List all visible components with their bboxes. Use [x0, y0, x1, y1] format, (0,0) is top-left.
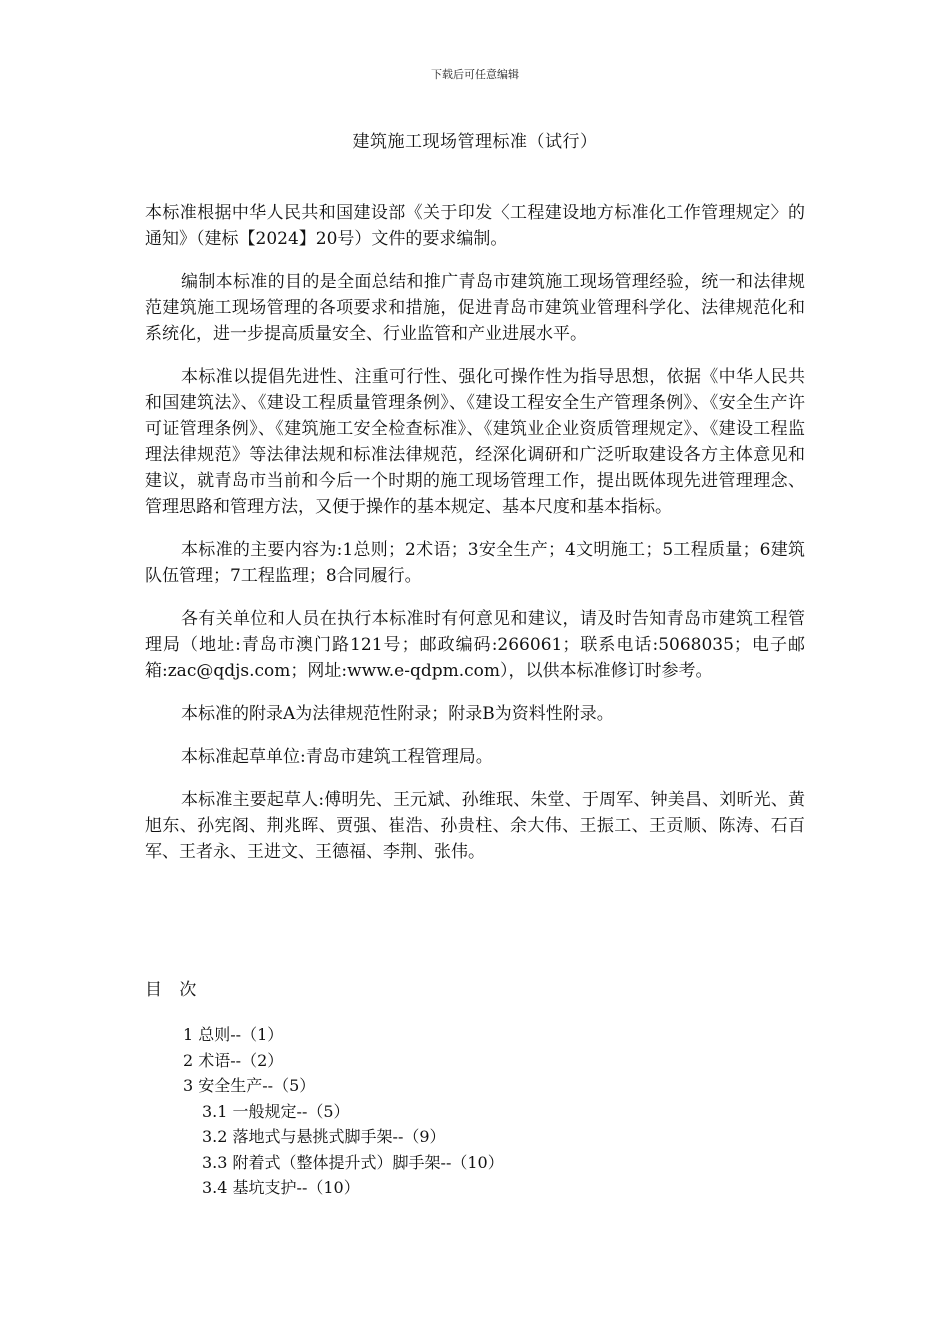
toc-item[interactable]: 1 总则--（1）	[183, 1025, 284, 1044]
download-note: 下载后可任意编辑	[431, 68, 519, 81]
toc-subitem[interactable]: 3.1 一般规定--（5）	[202, 1101, 350, 1121]
paragraph-appendix: 本标准的附录A为法律规范性附录；附录B为资料性附录。	[181, 704, 614, 724]
paragraph-guidance: 本标准以提倡先进性、注重可行性、强化可操作性为指导思想，依据《中华人民共和国建筑法》、《建设工程质量管理条例》、《建设工程安全生产管理条例》、《安全生产许可证管理条例》、《建筑施工安全检查标准》、《建筑业企业资质管理规定》、《建设工程监理法律规范》等法律法规和标准法律规范，经深化调研和广泛听取建设各方主体意见和建议，就青岛市当前和今后一个时期的施工现场管理工作，提出既体现先进管理理念、管理思路和管理方法，又便于操作的基本规定、基本尺度和基本指标。	[145, 367, 805, 517]
document-title: 建筑施工现场管理标准（试行）	[352, 132, 598, 152]
toc-item[interactable]: 3 安全生产--（5）	[183, 1076, 316, 1095]
toc-subitem[interactable]: 3.3 附着式（整体提升式）脚手架--（10）	[202, 1152, 504, 1172]
toc-subitem[interactable]: 3.4 基坑支护--（10）	[202, 1178, 360, 1197]
table-of-contents	[183, 1022, 783, 1201]
toc-item[interactable]: 2 术语--（2）	[183, 1050, 284, 1070]
paragraph-contents: 本标准的主要内容为:1总则；2术语；3安全生产；4文明施工；5工程质量；6建筑队伍管理；7工程监理；8合同履行。	[145, 540, 805, 586]
paragraph-drafting-unit: 本标准起草单位:青岛市建筑工程管理局。	[181, 747, 493, 767]
document-body	[145, 200, 805, 882]
paragraph-basis: 本标准根据中华人民共和国建设部《关于印发〈工程建设地方标准化工作管理规定〉的通知》（建标【2024】20号）文件的要求编制。	[145, 203, 805, 249]
toc-subitem[interactable]: 3.2 落地式与悬挑式脚手架--（9）	[202, 1127, 446, 1146]
toc-heading: 目 次	[145, 980, 203, 1000]
paragraph-purpose: 编制本标准的目的是全面总结和推广青岛市建筑施工现场管理经验，统一和法律规范建筑施工现场管理的各项要求和措施，促进青岛市建筑业管理科学化、法律规范化和系统化，进一步提高质量安全、行业监管和产业进展水平。	[145, 272, 805, 344]
paragraph-drafters: 本标准主要起草人:傅明先、王元斌、孙维珉、朱堂、于周军、钟美昌、刘昕光、黄旭东、孙宪阁、荆兆晖、贾强、崔浩、孙贵柱、余大伟、王振工、王贡顺、陈涛、石百军、王者永、王进文、王德福、李荆、张伟。	[145, 790, 805, 862]
paragraph-feedback: 各有关单位和人员在执行本标准时有何意见和建议，请及时告知青岛市建筑工程管理局（地址:青岛市澳门路121号；邮政编码:266061；联系电话:5068035；电子邮箱:zac@qdjs.com；网址:www.e-qdpm.com），以供本标准修订时参考。	[145, 609, 805, 681]
